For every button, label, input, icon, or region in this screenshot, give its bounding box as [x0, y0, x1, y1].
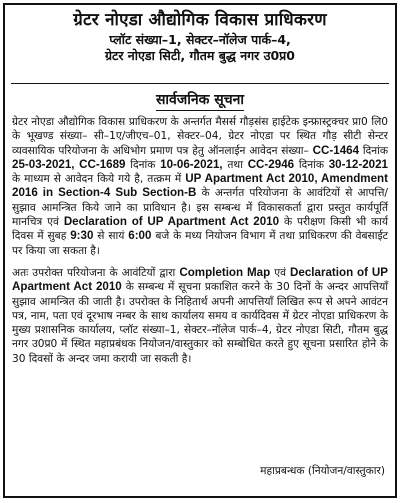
- signatory: महाप्रबन्धक (नियोजन/वास्तुकार): [260, 465, 385, 477]
- application-date-2: 10-06-2021,: [160, 157, 223, 171]
- para1-text-10: बजे के मध्य नियोजन विभाग में तथा प्राधिकरण की वेबसाईट पर किया जा सकता है।: [12, 230, 388, 257]
- public-notice: [3, 3, 397, 498]
- authority-title: ग्रेटर नोएडा औद्योगिक विकास प्राधिकरण: [73, 10, 327, 30]
- address-line-1: प्लॉट संख्या–1, सेक्टर–नॉलेज पार्क–4,: [109, 32, 291, 47]
- para1-text-7: के अन्तर्गत परियोजना के आवंटियों से आपत्ति/सुझाव आमन्त्रित किये जाने का प्राविधान है। इस सम्बन्ध में विकासकर्ता द्वारा प्रस्तुत कार्यपूर्ति मानचित्र एवं: [12, 187, 389, 229]
- application-date-1-and-number-2: 25-03-2021, CC-1689: [12, 157, 126, 171]
- declaration-reference-2: Declaration of UP Apartment Act 2010: [12, 265, 388, 294]
- address-line-2: ग्रेटर नोएडा सिटी, गौतम बुद्ध नगर उ0प्र0: [104, 48, 295, 63]
- notice-paragraph-2: [12, 266, 388, 366]
- office-close-time: 6:00: [128, 229, 152, 243]
- application-number-3: CC-2946: [247, 157, 295, 171]
- para1-text-6: के माध्यम से आवेदन किये गये है, तत्क्रम में: [12, 173, 182, 186]
- para2-text-1: अतः उपरोक्त परियोजना के आवंटियों द्वारा: [12, 266, 176, 279]
- notice-header: [5, 5, 395, 83]
- act-reference: UP Apartment Act 2010, Amendment 2016 in Section-4 Sub Section-B: [12, 172, 388, 200]
- application-date-3: 30-12-2021: [328, 157, 389, 171]
- para2-text-2: एवं: [274, 266, 286, 279]
- header-divider: [11, 83, 389, 84]
- para1-text-1: ग्रेटर नोएडा औद्योगिक विकास प्राधिकरण के अन्तर्गत मैसर्स गौड़संस हाईटेक इन्फ्रास्ट्रक्चर प्रा0 लि0 के भूखण्ड संख्या– सी–1ए/जीएच–01, सेक्टर–04, ग्रेटर नोएडा पर स्थित गौड़ सीटी सेन्टर व्यवसायिक परियोजना के अधिभोग प्रमाण पत्र हेतु ऑनलाईन आवेदन संख्या–: [12, 116, 388, 157]
- para1-text-4: तथा: [227, 158, 243, 171]
- notice-heading: [5, 89, 395, 111]
- para1-text-9: से सायं: [97, 230, 125, 243]
- office-open-time: 9:30: [70, 229, 94, 243]
- completion-map-reference: Completion Map: [179, 265, 271, 279]
- declaration-reference: Declaration of UP Apartment Act 2010: [63, 215, 280, 229]
- application-number-1: CC-1464: [312, 143, 360, 157]
- para1-text-8: के परीक्षण किसी भी कार्य दिवस में सुबह: [12, 216, 388, 243]
- notice-paragraph-1: [12, 115, 388, 258]
- para1-text-3: दिनांक: [130, 158, 156, 171]
- para1-text-2: दिनांक: [362, 144, 389, 157]
- notice-heading-text: सार्वजनिक सूचना: [156, 91, 244, 111]
- para2-text-3: के सम्बन्ध में सूचना प्रकाशित करने के 30 दिनों के अन्दर आपत्तियाँ सुझाव आमन्त्रित की जाती है। उपरोक्त के निहितार्थ अपनी आपत्तियाँ लिखित रूप से अपने आवंटन पत्र, नाम, पता एवं दूरभाष नम्बर के साथ कार्यालय समय व कार्यदिवस में ग्रेटर नोएडा प्राधिकरण के मुख्य प्रशासनिक कार्यालय, प्लॉट संख्या–1, सेक्टर–नॉलेज पार्क–4, ग्रेटर नोएडा सिटी, गौतम बुद्ध नगर उ0प्र0 में स्थित महाप्रबंधक नियोजन/वास्तुकार को सम्बोधित करते हुए सूचना प्रसारित होने के 30 दिवसों के अन्दर जमा करायी जा सकती है।: [12, 281, 388, 365]
- para1-text-5: दिनांक: [298, 158, 324, 171]
